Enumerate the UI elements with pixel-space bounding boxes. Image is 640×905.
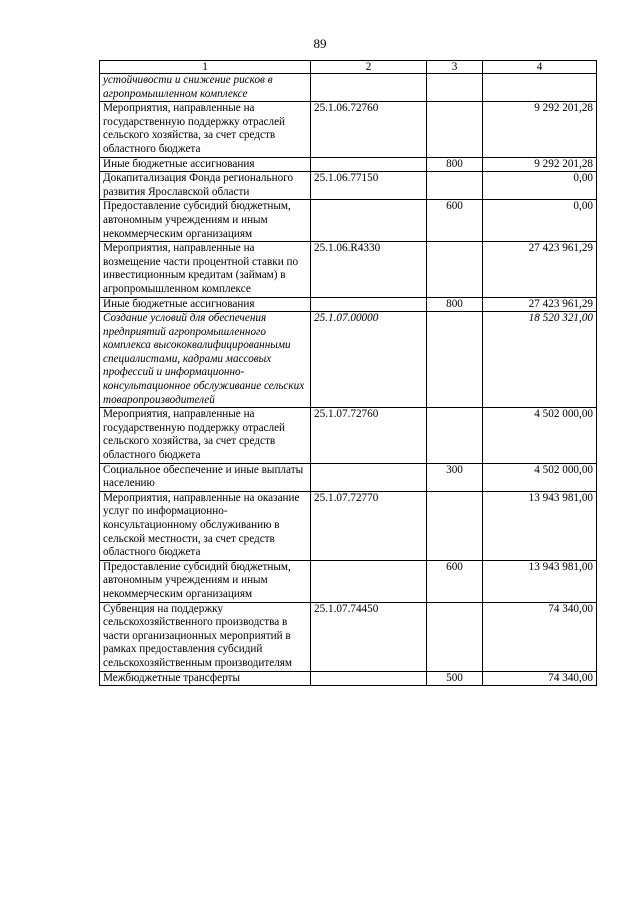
item-name-cell: Иные бюджетные ассигнования xyxy=(100,297,311,312)
item-name-cell: Мероприятия, направленные на государственную поддержку отраслей сельского хозяйства, за счет средств областного бюджета xyxy=(100,408,311,463)
expense-type-cell xyxy=(427,172,483,200)
expense-type-cell xyxy=(427,602,483,671)
item-name-cell: устойчивости и снижение рисков в агропромышленном комплексе xyxy=(100,74,311,102)
item-name-cell: Предоставление субсидий бюджетным, автономным учреждениям и иным некоммерческим организациям xyxy=(100,200,311,242)
target-code-cell xyxy=(311,200,427,242)
table-row xyxy=(100,463,597,491)
table-row xyxy=(100,74,597,102)
table-row xyxy=(100,242,597,297)
target-code-cell: 25.1.06.72760 xyxy=(311,102,427,157)
expense-type-cell xyxy=(427,242,483,297)
expense-type-cell xyxy=(427,312,483,408)
item-name-cell: Создание условий для обеспечения предприятий агропромышленного комплекса высококвалифицированными специалистами, кадрами массовых профессий и информационно-консультационное обслуживание сельских товаропроизводителей xyxy=(100,312,311,408)
item-name-cell: Докапитализация Фонда регионального развития Ярославской области xyxy=(100,172,311,200)
budget-table xyxy=(99,60,597,686)
expense-type-cell xyxy=(427,102,483,157)
target-code-cell xyxy=(311,297,427,312)
item-name-cell: Мероприятия, направленные на возмещение части процентной ставки по инвестиционным кредитам (займам) в агропромышленном комплексе xyxy=(100,242,311,297)
amount-cell: 4 502 000,00 xyxy=(483,408,597,463)
table-row xyxy=(100,200,597,242)
table-row xyxy=(100,560,597,602)
amount-cell: 9 292 201,28 xyxy=(483,157,597,172)
table-row xyxy=(100,102,597,157)
table-row xyxy=(100,157,597,172)
expense-type-cell: 600 xyxy=(427,560,483,602)
expense-type-cell: 300 xyxy=(427,463,483,491)
target-code-cell xyxy=(311,671,427,686)
expense-type-cell: 600 xyxy=(427,200,483,242)
target-code-cell: 25.1.06.77150 xyxy=(311,172,427,200)
amount-cell: 27 423 961,29 xyxy=(483,297,597,312)
table-row xyxy=(100,312,597,408)
target-code-cell xyxy=(311,74,427,102)
item-name-cell: Субвенция на поддержку сельскохозяйственного производства в части организационных мероприятий в рамках предоставления субсидий сельскохозяйственным производителям xyxy=(100,602,311,671)
table-row xyxy=(100,602,597,671)
item-name-cell: Предоставление субсидий бюджетным, автономным учреждениям и иным некоммерческим организациям xyxy=(100,560,311,602)
table-row xyxy=(100,297,597,312)
item-name-cell: Социальное обеспечение и иные выплаты населению xyxy=(100,463,311,491)
amount-cell xyxy=(483,74,597,102)
amount-cell: 13 943 981,00 xyxy=(483,560,597,602)
amount-cell: 4 502 000,00 xyxy=(483,463,597,491)
amount-cell: 27 423 961,29 xyxy=(483,242,597,297)
target-code-cell: 25.1.07.74450 xyxy=(311,602,427,671)
target-code-cell: 25.1.06.R4330 xyxy=(311,242,427,297)
column-header-2: 2 xyxy=(311,61,427,74)
amount-cell: 74 340,00 xyxy=(483,602,597,671)
amount-cell: 0,00 xyxy=(483,172,597,200)
page-number: 89 xyxy=(313,36,327,51)
item-name-cell: Межбюджетные трансферты xyxy=(100,671,311,686)
expense-type-cell: 800 xyxy=(427,297,483,312)
item-name-cell: Иные бюджетные ассигнования xyxy=(100,157,311,172)
table-row xyxy=(100,408,597,463)
expense-type-cell: 800 xyxy=(427,157,483,172)
table-row xyxy=(100,172,597,200)
amount-cell: 18 520 321,00 xyxy=(483,312,597,408)
expense-type-cell xyxy=(427,491,483,560)
amount-cell: 13 943 981,00 xyxy=(483,491,597,560)
expense-type-cell xyxy=(427,408,483,463)
target-code-cell xyxy=(311,560,427,602)
target-code-cell: 25.1.07.72760 xyxy=(311,408,427,463)
target-code-cell: 25.1.07.72770 xyxy=(311,491,427,560)
item-name-cell: Мероприятия, направленные на государственную поддержку отраслей сельского хозяйства, за счет средств областного бюджета xyxy=(100,102,311,157)
amount-cell: 74 340,00 xyxy=(483,671,597,686)
expense-type-cell xyxy=(427,74,483,102)
table-row xyxy=(100,491,597,560)
column-header-4: 4 xyxy=(483,61,597,74)
table-header-row xyxy=(100,61,597,74)
table-row xyxy=(100,671,597,686)
target-code-cell xyxy=(311,157,427,172)
amount-cell: 0,00 xyxy=(483,200,597,242)
target-code-cell: 25.1.07.00000 xyxy=(311,312,427,408)
item-name-cell: Мероприятия, направленные на оказание услуг по информационно-консультационному обслуживанию в сельской местности, за счет средств областного бюджета xyxy=(100,491,311,560)
column-header-3: 3 xyxy=(427,61,483,74)
column-header-1: 1 xyxy=(100,61,311,74)
expense-type-cell: 500 xyxy=(427,671,483,686)
amount-cell: 9 292 201,28 xyxy=(483,102,597,157)
target-code-cell xyxy=(311,463,427,491)
